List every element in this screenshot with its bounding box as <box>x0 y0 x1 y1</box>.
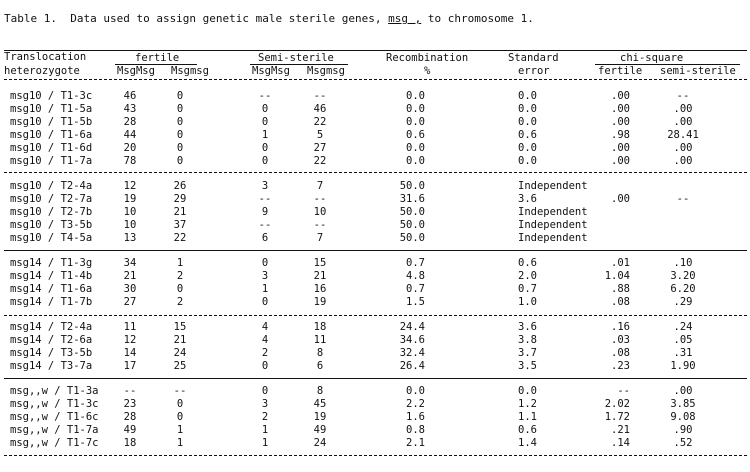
chi-fertile-cell: .08 <box>611 296 630 308</box>
standard-error-cell: 3.6 <box>518 193 537 205</box>
recombination-cell: 0.0 <box>406 116 425 128</box>
recombination-cell: 0.0 <box>406 385 425 397</box>
header-fertile-msgmsg: MsgMsg <box>117 65 155 77</box>
fertile-msgmsg-het-cell: 0 <box>176 103 184 115</box>
group-separator-rule <box>4 315 747 316</box>
recombination-cell: 0.7 <box>406 283 425 295</box>
table-row <box>0 258 750 271</box>
table-row <box>0 361 750 374</box>
semi-msgmsg-cell: 3 <box>261 398 269 410</box>
chi-semi-sterile-cell: .00 <box>673 103 693 115</box>
semi-msgmsg-het-cell: 21 <box>313 270 327 282</box>
translocation-cell: msg10 / T4-5a <box>10 232 93 244</box>
table-row <box>0 322 750 335</box>
semi-msgmsg-het-cell: 6 <box>316 360 324 372</box>
chi-fertile-cell: .03 <box>611 334 630 346</box>
chi-fertile-cell: -- <box>617 385 630 397</box>
table-row <box>0 386 750 399</box>
semi-msgmsg-het-cell: 45 <box>313 398 327 410</box>
chi-semi-sterile-cell: .10 <box>673 257 693 269</box>
standard-error-cell: 0.0 <box>518 90 537 102</box>
translocation-cell: msg10 / T1-3c <box>10 90 93 102</box>
fertile-msgmsg-het-cell: -- <box>173 385 187 397</box>
fertile-msgmsg-cell: 34 <box>123 257 137 269</box>
fertile-msgmsg-het-cell: 1 <box>176 257 184 269</box>
chi-semi-sterile-cell: .00 <box>673 385 693 397</box>
chi-fertile-cell: .01 <box>611 257 630 269</box>
chi-semi-sterile-cell: .52 <box>673 437 693 449</box>
fertile-msgmsg-het-cell: 0 <box>176 398 184 410</box>
chi-semi-sterile-cell: 6.20 <box>670 283 696 295</box>
standard-error-cell: 1.0 <box>518 296 537 308</box>
translocation-cell: msg,,w / T1-7a <box>10 424 99 436</box>
header-chi-fertile: fertile <box>598 65 643 77</box>
fertile-msgmsg-het-cell: 0 <box>176 142 184 154</box>
standard-error-cell: 2.0 <box>518 270 537 282</box>
semi-msgmsg-cell: 3 <box>261 180 269 192</box>
header-heterozygote: heterozygote <box>4 65 80 77</box>
table-row <box>0 348 750 361</box>
translocation-cell: msg14 / T3-5b <box>10 347 93 359</box>
semi-msgmsg-cell: 3 <box>261 270 269 282</box>
fertile-msgmsg-het-cell: 0 <box>176 411 184 423</box>
fertile-msgmsg-cell: 10 <box>123 206 137 218</box>
chi-semi-sterile-cell: 9.08 <box>670 411 696 423</box>
table-row <box>0 412 750 425</box>
semi-msgmsg-cell: 0 <box>261 257 269 269</box>
chi-semi-sterile-cell: .05 <box>673 334 693 346</box>
table-row <box>0 233 750 246</box>
fertile-msgmsg-cell: 78 <box>123 155 137 167</box>
fertile-msgmsg-het-cell: 2 <box>176 296 184 308</box>
chi-fertile-cell: .00 <box>611 90 630 102</box>
table-row <box>0 143 750 156</box>
semi-msgmsg-cell: 1 <box>261 424 269 436</box>
recombination-cell: 1.6 <box>406 411 425 423</box>
translocation-cell: msg,,w / T1-3a <box>10 385 99 397</box>
caption-gene-symbol: msg , <box>388 12 422 25</box>
group-separator-rule <box>4 250 747 251</box>
semi-msgmsg-cell: 0 <box>261 103 269 115</box>
fertile-msgmsg-cell: 10 <box>123 219 137 231</box>
semi-msgmsg-cell: 6 <box>261 232 269 244</box>
chi-semi-sterile-cell: 3.85 <box>670 398 696 410</box>
standard-error-cell: Independent <box>518 180 588 192</box>
semi-msgmsg-cell: 1 <box>261 437 269 449</box>
semi-msgmsg-cell: 4 <box>261 334 269 346</box>
fertile-msgmsg-cell: 49 <box>123 424 137 436</box>
fertile-msgmsg-cell: 14 <box>123 347 137 359</box>
semi-msgmsg-het-cell: 8 <box>316 385 324 397</box>
standard-error-cell: 1.1 <box>518 411 537 423</box>
semi-msgmsg-het-cell: 19 <box>313 411 327 423</box>
semi-msgmsg-het-cell: 22 <box>313 116 327 128</box>
table-row <box>0 438 750 451</box>
translocation-cell: msg,,w / T1-3c <box>10 398 99 410</box>
translocation-cell: msg10 / T2-7a <box>10 193 93 205</box>
chi-fertile-cell: 1.72 <box>604 411 630 423</box>
semi-msgmsg-cell: 0 <box>261 155 269 167</box>
recombination-cell: 0.8 <box>406 424 425 436</box>
standard-error-cell: 1.2 <box>518 398 537 410</box>
semi-msgmsg-cell: 0 <box>261 296 269 308</box>
semi-msgmsg-cell: 1 <box>261 129 269 141</box>
translocation-cell: msg10 / T3-5b <box>10 219 93 231</box>
fertile-msgmsg-het-cell: 0 <box>176 90 184 102</box>
chi-semi-sterile-cell: 3.20 <box>670 270 696 282</box>
header-standard: Standard <box>508 52 559 64</box>
semi-msgmsg-cell: 0 <box>261 142 269 154</box>
standard-error-cell: 3.5 <box>518 360 537 372</box>
standard-error-cell: 0.6 <box>518 257 537 269</box>
semi-msgmsg-het-cell: 11 <box>313 334 327 346</box>
translocation-cell: msg10 / T1-5a <box>10 103 93 115</box>
chi-semi-sterile-cell: .29 <box>673 296 693 308</box>
fertile-msgmsg-het-cell: 29 <box>173 193 187 205</box>
group-separator-rule <box>4 378 747 379</box>
recombination-cell: 50.0 <box>399 219 425 231</box>
group-separator-rule <box>4 172 747 173</box>
fertile-msgmsg-het-cell: 1 <box>176 437 184 449</box>
standard-error-cell: Independent <box>518 219 588 231</box>
translocation-cell: msg10 / T2-7b <box>10 206 93 218</box>
fertile-msgmsg-cell: -- <box>123 385 137 397</box>
semi-msgmsg-het-cell: -- <box>313 193 327 205</box>
chi-semi-sterile-cell: .00 <box>673 142 693 154</box>
semi-msgmsg-cell: 0 <box>261 385 269 397</box>
fertile-msgmsg-het-cell: 21 <box>173 206 187 218</box>
semi-msgmsg-het-cell: 49 <box>313 424 327 436</box>
translocation-cell: msg10 / T1-6d <box>10 142 93 154</box>
fertile-msgmsg-cell: 12 <box>123 334 137 346</box>
fertile-msgmsg-het-cell: 0 <box>176 283 184 295</box>
fertile-msgmsg-cell: 13 <box>123 232 137 244</box>
recombination-cell: 26.4 <box>399 360 425 372</box>
semi-msgmsg-het-cell: 16 <box>313 283 327 295</box>
group-separator-rule <box>4 455 747 456</box>
fertile-msgmsg-cell: 18 <box>123 437 137 449</box>
standard-error-cell: 0.0 <box>518 385 537 397</box>
chi-fertile-cell: .16 <box>611 321 630 333</box>
chi-semi-sterile-cell: -- <box>676 193 690 205</box>
semi-msgmsg-het-cell: 18 <box>313 321 327 333</box>
fertile-msgmsg-het-cell: 0 <box>176 155 184 167</box>
semi-msgmsg-het-cell: 7 <box>316 232 324 244</box>
standard-error-cell: 0.0 <box>518 155 537 167</box>
header-bottom-rule <box>4 79 747 80</box>
standard-error-cell: 0.6 <box>518 424 537 436</box>
table-row <box>0 399 750 412</box>
semi-msgmsg-het-cell: 10 <box>313 206 327 218</box>
standard-error-cell: 3.7 <box>518 347 537 359</box>
header-translocation: Translocation <box>4 51 87 63</box>
table-caption <box>4 13 534 24</box>
standard-error-cell: 0.6 <box>518 129 537 141</box>
standard-error-cell: 0.0 <box>518 116 537 128</box>
standard-error-cell: Independent <box>518 206 588 218</box>
semi-msgmsg-het-cell: 24 <box>313 437 327 449</box>
fertile-msgmsg-cell: 20 <box>123 142 137 154</box>
fertile-msgmsg-het-cell: 1 <box>176 424 184 436</box>
table-row <box>0 207 750 220</box>
translocation-cell: msg,,w / T1-7c <box>10 437 99 449</box>
chi-fertile-cell: .00 <box>611 142 630 154</box>
translocation-cell: msg14 / T1-3g <box>10 257 93 269</box>
semi-msgmsg-het-cell: 15 <box>313 257 327 269</box>
table-row <box>0 156 750 169</box>
table-row <box>0 104 750 117</box>
fertile-msgmsg-het-cell: 26 <box>173 180 187 192</box>
header-percent: % <box>424 65 431 77</box>
fertile-msgmsg-het-cell: 37 <box>173 219 187 231</box>
chi-fertile-cell: .00 <box>611 116 630 128</box>
fertile-msgmsg-cell: 11 <box>123 321 137 333</box>
semi-msgmsg-cell: 2 <box>261 347 269 359</box>
header-recombination: Recombination <box>386 52 469 64</box>
header-top-rule <box>4 50 747 51</box>
table-row <box>0 91 750 104</box>
chi-semi-sterile-cell: 1.90 <box>670 360 696 372</box>
recombination-cell: 50.0 <box>399 232 425 244</box>
fertile-msgmsg-cell: 27 <box>123 296 137 308</box>
standard-error-cell: 3.6 <box>518 321 537 333</box>
semi-msgmsg-het-cell: 19 <box>313 296 327 308</box>
header-chi-semi-sterile: semi-sterile <box>660 65 736 77</box>
fertile-msgmsg-cell: 19 <box>123 193 137 205</box>
semi-msgmsg-het-cell: 5 <box>316 129 324 141</box>
recombination-cell: 2.2 <box>406 398 425 410</box>
chi-fertile-cell: .00 <box>611 193 630 205</box>
header-semi-msgmsg: MsgMsg <box>252 65 290 77</box>
semi-msgmsg-cell: 1 <box>261 283 269 295</box>
semi-msgmsg-het-cell: 7 <box>316 180 324 192</box>
translocation-cell: msg14 / T1-7b <box>10 296 93 308</box>
fertile-msgmsg-het-cell: 22 <box>173 232 187 244</box>
fertile-msgmsg-cell: 17 <box>123 360 137 372</box>
fertile-msgmsg-cell: 21 <box>123 270 137 282</box>
recombination-cell: 0.0 <box>406 142 425 154</box>
chi-fertile-cell: .98 <box>611 129 630 141</box>
fertile-msgmsg-cell: 28 <box>123 411 137 423</box>
table-row <box>0 117 750 130</box>
chi-fertile-cell: .21 <box>611 424 630 436</box>
chi-fertile-cell: .00 <box>611 103 630 115</box>
header-fertile: fertile <box>135 52 180 64</box>
semi-msgmsg-cell: 4 <box>261 321 269 333</box>
translocation-cell: msg10 / T1-6a <box>10 129 93 141</box>
semi-msgmsg-cell: 0 <box>261 116 269 128</box>
chi-semi-sterile-cell: .00 <box>673 116 693 128</box>
fertile-msgmsg-cell: 12 <box>123 180 137 192</box>
chi-fertile-cell: 2.02 <box>604 398 630 410</box>
table-row <box>0 297 750 310</box>
header-semi-sterile: Semi-sterile <box>258 52 334 64</box>
standard-error-cell: 3.8 <box>518 334 537 346</box>
fertile-msgmsg-cell: 43 <box>123 103 137 115</box>
header-chi-square: chi-square <box>620 52 684 64</box>
recombination-cell: 1.5 <box>406 296 425 308</box>
recombination-cell: 0.0 <box>406 155 425 167</box>
fertile-msgmsg-cell: 44 <box>123 129 137 141</box>
table-row <box>0 425 750 438</box>
standard-error-cell: 0.0 <box>518 103 537 115</box>
recombination-cell: 32.4 <box>399 347 425 359</box>
recombination-cell: 24.4 <box>399 321 425 333</box>
fertile-msgmsg-het-cell: 25 <box>173 360 187 372</box>
semi-msgmsg-het-cell: 46 <box>313 103 327 115</box>
semi-msgmsg-cell: -- <box>258 193 272 205</box>
fertile-msgmsg-het-cell: 2 <box>176 270 184 282</box>
chi-semi-sterile-cell: .00 <box>673 155 693 167</box>
translocation-cell: msg10 / T1-5b <box>10 116 93 128</box>
table-row <box>0 220 750 233</box>
table-row <box>0 284 750 297</box>
standard-error-cell: 1.4 <box>518 437 537 449</box>
semi-msgmsg-cell: 9 <box>261 206 269 218</box>
fertile-msgmsg-het-cell: 0 <box>176 116 184 128</box>
chi-fertile-cell: .08 <box>611 347 630 359</box>
chi-semi-sterile-cell: -- <box>676 90 690 102</box>
translocation-cell: msg,,w / T1-6c <box>10 411 99 423</box>
caption-text-end: to chromosome 1. <box>421 12 534 25</box>
standard-error-cell: 0.7 <box>518 283 537 295</box>
semi-msgmsg-het-cell: 8 <box>316 347 324 359</box>
recombination-cell: 34.6 <box>399 334 425 346</box>
recombination-cell: 0.7 <box>406 257 425 269</box>
fertile-msgmsg-het-cell: 21 <box>173 334 187 346</box>
table-row <box>0 335 750 348</box>
chi-fertile-cell: .88 <box>611 283 630 295</box>
recombination-cell: 2.1 <box>406 437 425 449</box>
caption-text-start: Table 1. Data used to assign genetic male sterile genes, <box>4 12 389 25</box>
table-row <box>0 181 750 194</box>
semi-msgmsg-het-cell: 22 <box>313 155 327 167</box>
semi-msgmsg-cell: 0 <box>261 360 269 372</box>
semi-msgmsg-cell: -- <box>258 90 272 102</box>
fertile-msgmsg-cell: 46 <box>123 90 137 102</box>
fertile-msgmsg-cell: 23 <box>123 398 137 410</box>
semi-msgmsg-cell: -- <box>258 219 272 231</box>
semi-msgmsg-het-cell: 27 <box>313 142 327 154</box>
translocation-cell: msg14 / T3-7a <box>10 360 93 372</box>
chi-fertile-cell: .23 <box>611 360 630 372</box>
standard-error-cell: 0.0 <box>518 142 537 154</box>
recombination-cell: 31.6 <box>399 193 425 205</box>
chi-semi-sterile-cell: .90 <box>673 424 693 436</box>
chi-fertile-cell: 1.04 <box>604 270 630 282</box>
chi-semi-sterile-cell: .31 <box>673 347 693 359</box>
semi-msgmsg-cell: 2 <box>261 411 269 423</box>
standard-error-cell: Independent <box>518 232 588 244</box>
semi-msgmsg-het-cell: -- <box>313 90 327 102</box>
chi-fertile-cell: .00 <box>611 155 630 167</box>
recombination-cell: 0.6 <box>406 129 425 141</box>
chi-semi-sterile-cell: .24 <box>673 321 693 333</box>
recombination-cell: 50.0 <box>399 206 425 218</box>
table-row <box>0 130 750 143</box>
recombination-cell: 50.0 <box>399 180 425 192</box>
header-semi-msgmsg-het: Msgmsg <box>307 65 345 77</box>
fertile-msgmsg-cell: 30 <box>123 283 137 295</box>
fertile-msgmsg-cell: 28 <box>123 116 137 128</box>
translocation-cell: msg10 / T1-7a <box>10 155 93 167</box>
recombination-cell: 4.8 <box>406 270 425 282</box>
table-row <box>0 194 750 207</box>
fertile-msgmsg-het-cell: 24 <box>173 347 187 359</box>
fertile-msgmsg-het-cell: 0 <box>176 129 184 141</box>
chi-semi-sterile-cell: 28.41 <box>667 129 699 141</box>
chi-fertile-cell: .14 <box>611 437 630 449</box>
semi-msgmsg-het-cell: -- <box>313 219 327 231</box>
translocation-cell: msg14 / T1-6a <box>10 283 93 295</box>
translocation-cell: msg10 / T2-4a <box>10 180 93 192</box>
recombination-cell: 0.0 <box>406 90 425 102</box>
recombination-cell: 0.0 <box>406 103 425 115</box>
header-error: error <box>518 65 550 77</box>
fertile-msgmsg-het-cell: 15 <box>173 321 187 333</box>
translocation-cell: msg14 / T2-6a <box>10 334 93 346</box>
translocation-cell: msg14 / T1-4b <box>10 270 93 282</box>
table-row <box>0 271 750 284</box>
header-fertile-msgmsg-het: Msgmsg <box>171 65 209 77</box>
translocation-cell: msg14 / T2-4a <box>10 321 93 333</box>
